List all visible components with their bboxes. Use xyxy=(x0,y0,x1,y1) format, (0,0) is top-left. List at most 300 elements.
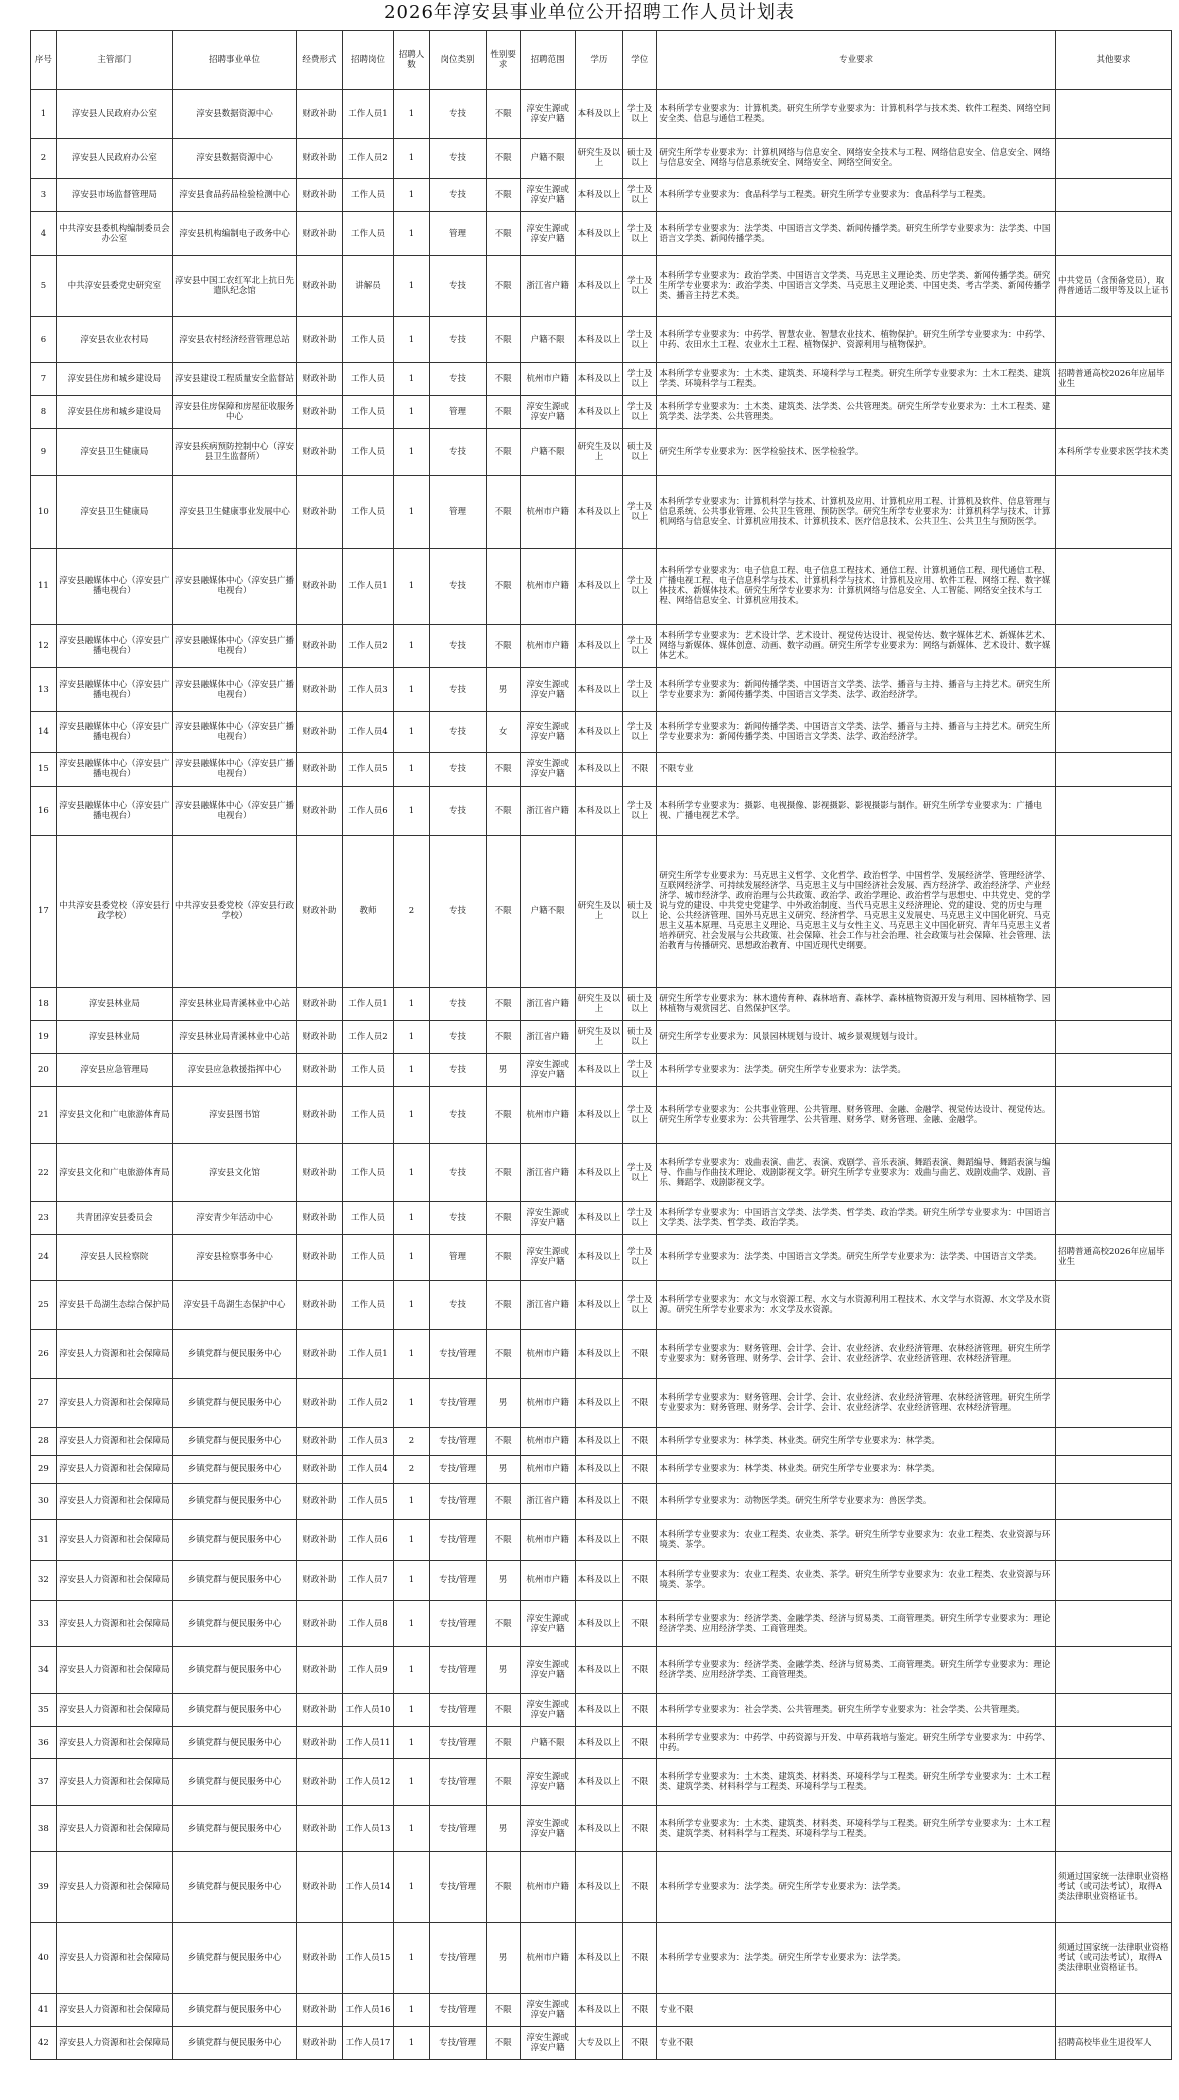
table-cell-性别要求: 男 xyxy=(486,1560,520,1600)
table-cell-岗位类别: 管理 xyxy=(429,475,486,548)
table-cell-学历: 研究生及以上 xyxy=(575,1021,623,1054)
table-cell-其他要求 xyxy=(1055,1993,1171,2026)
table-cell-主管部门: 淳安县人力资源和社会保障局 xyxy=(56,1520,172,1560)
table-cell-序号: 19 xyxy=(31,1021,57,1054)
table-cell-主管部门: 淳安县人力资源和社会保障局 xyxy=(56,1923,172,1994)
table-cell-主管部门: 淳安县人力资源和社会保障局 xyxy=(56,1455,172,1483)
table-cell-专业要求: 本科所学专业要求为：中药学、中药资源与开发、中草药栽培与鉴定。研究生所学专业要求为：中药学、中药。 xyxy=(657,1726,1056,1759)
table-cell-其他要求 xyxy=(1055,1427,1171,1455)
table-cell-主管部门: 淳安县融媒体中心（淳安县广播电视台） xyxy=(56,668,172,712)
table-cell-招聘岗位: 工作人员3 xyxy=(342,1427,394,1455)
table-cell-性别要求: 不限 xyxy=(486,1281,520,1330)
table-cell-序号: 31 xyxy=(31,1520,57,1560)
table-cell-学位: 学士及以上 xyxy=(623,212,657,256)
table-cell-性别要求: 不限 xyxy=(486,1087,520,1144)
table-cell-招聘人数: 1 xyxy=(394,1560,429,1600)
table-frame xyxy=(30,30,1172,2060)
table-cell-招聘事业单位: 淳安县建设工程质量安全监督站 xyxy=(172,363,296,396)
table-cell-招聘事业单位: 淳安县林业局青溪林业中心站 xyxy=(172,988,296,1021)
table-cell-招聘岗位: 工作人员7 xyxy=(342,1560,394,1600)
table-cell-招聘范围: 浙江省户籍 xyxy=(520,1021,575,1054)
table-cell-主管部门: 淳安县人力资源和社会保障局 xyxy=(56,1993,172,2026)
table-cell-经费形式: 财政补助 xyxy=(297,363,343,396)
table-cell-学历: 本科及以上 xyxy=(575,752,623,786)
table-cell-招聘范围: 淳安生源或淳安户籍 xyxy=(520,179,575,212)
table-cell-招聘范围: 杭州市户籍 xyxy=(520,1923,575,1994)
table-cell-岗位类别: 专技 xyxy=(429,752,486,786)
table-cell-招聘人数: 1 xyxy=(394,1201,429,1234)
table-cell-专业要求: 本科所学专业要求为：农业工程类、农业类、茶学。研究生所学专业要求为：农业工程类、农业资源与环境类、茶学。 xyxy=(657,1560,1056,1600)
table-cell-性别要求: 不限 xyxy=(486,1427,520,1455)
table-cell-招聘事业单位: 乡镇党群与便民服务中心 xyxy=(172,1759,296,1805)
table-row xyxy=(31,429,1172,475)
col-header: 招聘岗位 xyxy=(342,31,394,90)
table-cell-专业要求: 研究生所学专业要求为：医学检验技术、医学检验学。 xyxy=(657,429,1056,475)
table-cell-经费形式: 财政补助 xyxy=(297,1693,343,1726)
table-row xyxy=(31,786,1172,835)
table-cell-招聘事业单位: 淳安县融媒体中心（淳安县广播电视台） xyxy=(172,712,296,752)
table-cell-招聘岗位: 工作人员1 xyxy=(342,90,394,139)
table-cell-招聘岗位: 工作人员6 xyxy=(342,786,394,835)
table-cell-经费形式: 财政补助 xyxy=(297,1647,343,1693)
table-cell-经费形式: 财政补助 xyxy=(297,1281,343,1330)
table-cell-招聘范围: 杭州市户籍 xyxy=(520,624,575,668)
table-cell-专业要求: 不限专业 xyxy=(657,752,1056,786)
table-row xyxy=(31,2026,1172,2059)
table-cell-招聘人数: 1 xyxy=(394,1693,429,1726)
table-cell-学历: 本科及以上 xyxy=(575,475,623,548)
col-header: 招聘范围 xyxy=(520,31,575,90)
table-row xyxy=(31,1693,1172,1726)
table-cell-学历: 大专及以上 xyxy=(575,2026,623,2059)
table-cell-序号: 17 xyxy=(31,835,57,988)
table-cell-性别要求: 不限 xyxy=(486,255,520,316)
table-cell-招聘岗位: 工作人员 xyxy=(342,429,394,475)
table-cell-序号: 33 xyxy=(31,1600,57,1646)
table-cell-招聘人数: 1 xyxy=(394,90,429,139)
table-cell-学位: 硕士及以上 xyxy=(623,1021,657,1054)
table-cell-岗位类别: 专技 xyxy=(429,1281,486,1330)
table-cell-招聘范围: 浙江省户籍 xyxy=(520,1483,575,1520)
table-cell-性别要求: 不限 xyxy=(486,1693,520,1726)
table-cell-学历: 本科及以上 xyxy=(575,396,623,429)
table-cell-招聘人数: 1 xyxy=(394,712,429,752)
table-cell-经费形式: 财政补助 xyxy=(297,1054,343,1087)
table-cell-其他要求 xyxy=(1055,1281,1171,1330)
table-cell-招聘范围: 杭州市户籍 xyxy=(520,1087,575,1144)
table-cell-主管部门: 淳安县农业农村局 xyxy=(56,316,172,362)
table-cell-岗位类别: 专技 xyxy=(429,624,486,668)
table-cell-学历: 本科及以上 xyxy=(575,363,623,396)
table-cell-序号: 2 xyxy=(31,138,57,178)
table-cell-经费形式: 财政补助 xyxy=(297,752,343,786)
table-cell-性别要求: 不限 xyxy=(486,90,520,139)
table-cell-招聘人数: 1 xyxy=(394,988,429,1021)
table-cell-招聘人数: 1 xyxy=(394,429,429,475)
table-cell-学历: 本科及以上 xyxy=(575,316,623,362)
table-cell-招聘岗位: 工作人员4 xyxy=(342,1455,394,1483)
table-cell-性别要求: 不限 xyxy=(486,1520,520,1560)
table-cell-序号: 18 xyxy=(31,988,57,1021)
table-cell-学位: 学士及以上 xyxy=(623,1087,657,1144)
table-cell-岗位类别: 专技 xyxy=(429,668,486,712)
table-cell-招聘范围: 户籍不限 xyxy=(520,835,575,988)
table-cell-学位: 学士及以上 xyxy=(623,396,657,429)
table-cell-序号: 37 xyxy=(31,1759,57,1805)
table-cell-经费形式: 财政补助 xyxy=(297,316,343,362)
table-cell-主管部门: 淳安县人力资源和社会保障局 xyxy=(56,1329,172,1378)
table-cell-序号: 24 xyxy=(31,1234,57,1280)
table-cell-招聘岗位: 工作人员9 xyxy=(342,1647,394,1693)
table-cell-学位: 学士及以上 xyxy=(623,1201,657,1234)
table-cell-其他要求: 招聘普通高校2026年应届毕业生 xyxy=(1055,363,1171,396)
table-cell-性别要求: 不限 xyxy=(486,1483,520,1520)
table-cell-主管部门: 淳安县人力资源和社会保障局 xyxy=(56,1483,172,1520)
table-cell-岗位类别: 专技/管理 xyxy=(429,1759,486,1805)
table-cell-岗位类别: 专技/管理 xyxy=(429,1483,486,1520)
table-cell-性别要求: 不限 xyxy=(486,396,520,429)
table-cell-序号: 26 xyxy=(31,1329,57,1378)
table-cell-其他要求 xyxy=(1055,1087,1171,1144)
table-cell-主管部门: 淳安县林业局 xyxy=(56,1021,172,1054)
table-cell-招聘人数: 1 xyxy=(394,2026,429,2059)
table-cell-经费形式: 财政补助 xyxy=(297,1923,343,1994)
table-cell-专业要求: 本科所学专业要求为：计算机科学与技术、计算机及应用、计算机应用工程、计算机及软件、信息管理与信息系统、公共事业管理、公共卫生管理、预防医学。研究生所学专业要求为：计算机科学与技术、计算机网络与信息安全、计算机应用技术、计算机技术、医疗信息技术、公共卫生、公共卫生与预防医学。 xyxy=(657,475,1056,548)
table-cell-经费形式: 财政补助 xyxy=(297,786,343,835)
table-cell-性别要求: 不限 xyxy=(486,1021,520,1054)
table-cell-学历: 研究生及以上 xyxy=(575,835,623,988)
table-cell-学位: 不限 xyxy=(623,1693,657,1726)
table-cell-招聘范围: 淳安生源或淳安户籍 xyxy=(520,1201,575,1234)
table-header-row xyxy=(31,31,1172,90)
table-cell-岗位类别: 专技/管理 xyxy=(429,1647,486,1693)
table-cell-招聘岗位: 工作人员16 xyxy=(342,1993,394,2026)
col-header: 学历 xyxy=(575,31,623,90)
table-cell-序号: 25 xyxy=(31,1281,57,1330)
table-cell-招聘人数: 1 xyxy=(394,1234,429,1280)
table-cell-性别要求: 男 xyxy=(486,1455,520,1483)
table-row xyxy=(31,1520,1172,1560)
table-row xyxy=(31,1201,1172,1234)
table-cell-招聘人数: 1 xyxy=(394,1281,429,1330)
table-cell-岗位类别: 专技 xyxy=(429,786,486,835)
table-cell-招聘岗位: 工作人员2 xyxy=(342,1021,394,1054)
table-cell-招聘岗位: 工作人员2 xyxy=(342,624,394,668)
table-cell-性别要求: 不限 xyxy=(486,786,520,835)
table-cell-学历: 本科及以上 xyxy=(575,1560,623,1600)
table-row xyxy=(31,179,1172,212)
table-cell-岗位类别: 管理 xyxy=(429,1234,486,1280)
table-cell-经费形式: 财政补助 xyxy=(297,1483,343,1520)
table-cell-招聘事业单位: 淳安县机构编制电子政务中心 xyxy=(172,212,296,256)
table-cell-招聘人数: 1 xyxy=(394,1759,429,1805)
table-cell-学历: 本科及以上 xyxy=(575,786,623,835)
table-cell-经费形式: 财政补助 xyxy=(297,1329,343,1378)
table-cell-岗位类别: 专技/管理 xyxy=(429,1378,486,1427)
table-cell-性别要求: 男 xyxy=(486,1054,520,1087)
table-cell-学位: 不限 xyxy=(623,1759,657,1805)
table-cell-岗位类别: 管理 xyxy=(429,212,486,256)
table-cell-招聘事业单位: 淳安县千岛湖生态保护中心 xyxy=(172,1281,296,1330)
table-cell-招聘岗位: 工作人员 xyxy=(342,316,394,362)
table-row xyxy=(31,475,1172,548)
table-cell-专业要求: 本科所学专业要求为：土木类、建筑类、法学类、公共管理类。研究生所学专业要求为：土木工程类、建筑学类、法学类、公共管理类。 xyxy=(657,396,1056,429)
table-row xyxy=(31,1087,1172,1144)
table-cell-招聘事业单位: 乡镇党群与便民服务中心 xyxy=(172,2026,296,2059)
table-cell-性别要求: 不限 xyxy=(486,1993,520,2026)
table-cell-性别要求: 不限 xyxy=(486,1759,520,1805)
table-cell-序号: 15 xyxy=(31,752,57,786)
table-cell-岗位类别: 专技/管理 xyxy=(429,1852,486,1923)
table-cell-其他要求 xyxy=(1055,1759,1171,1805)
table-cell-其他要求 xyxy=(1055,90,1171,139)
table-cell-其他要求 xyxy=(1055,1520,1171,1560)
table-cell-学位: 学士及以上 xyxy=(623,712,657,752)
table-cell-学历: 本科及以上 xyxy=(575,1054,623,1087)
table-cell-序号: 36 xyxy=(31,1726,57,1759)
table-cell-学位: 学士及以上 xyxy=(623,475,657,548)
table-cell-专业要求: 本科所学专业要求为：戏曲表演、曲艺、表演、戏剧学、音乐表演、舞蹈表演、舞蹈编导、舞蹈表演与编导、作曲与作曲技术理论、戏剧影视文学。研究生所学专业要求为：戏曲与曲艺、戏剧戏曲学、戏剧、音乐、舞蹈学、戏剧影视文学。 xyxy=(657,1144,1056,1201)
table-cell-招聘事业单位: 淳安县检察事务中心 xyxy=(172,1234,296,1280)
table-cell-学历: 本科及以上 xyxy=(575,1647,623,1693)
col-header: 招聘人数 xyxy=(394,31,429,90)
table-cell-经费形式: 财政补助 xyxy=(297,2026,343,2059)
table-cell-序号: 38 xyxy=(31,1805,57,1851)
table-cell-主管部门: 淳安县人民检察院 xyxy=(56,1234,172,1280)
table-cell-招聘人数: 1 xyxy=(394,475,429,548)
table-row xyxy=(31,1427,1172,1455)
table-cell-招聘人数: 1 xyxy=(394,668,429,712)
table-cell-经费形式: 财政补助 xyxy=(297,1144,343,1201)
table-cell-其他要求 xyxy=(1055,1054,1171,1087)
table-cell-岗位类别: 专技 xyxy=(429,1144,486,1201)
table-cell-学位: 学士及以上 xyxy=(623,363,657,396)
table-row xyxy=(31,1560,1172,1600)
table-cell-招聘事业单位: 淳安县食品药品检验检测中心 xyxy=(172,179,296,212)
table-cell-学历: 本科及以上 xyxy=(575,90,623,139)
table-cell-主管部门: 淳安县应急管理局 xyxy=(56,1054,172,1087)
table-cell-岗位类别: 专技/管理 xyxy=(429,1993,486,2026)
table-cell-专业要求: 本科所学专业要求为：土木类、建筑类、材料类、环境科学与工程类。研究生所学专业要求为：土木工程类、建筑学类、材料科学与工程类、环境科学与工程类。 xyxy=(657,1805,1056,1851)
recruitment-plan-table xyxy=(30,30,1172,2060)
table-cell-学位: 不限 xyxy=(623,752,657,786)
table-row xyxy=(31,1483,1172,1520)
table-cell-招聘人数: 1 xyxy=(394,548,429,624)
table-cell-学位: 学士及以上 xyxy=(623,1054,657,1087)
table-cell-经费形式: 财政补助 xyxy=(297,1234,343,1280)
table-cell-招聘事业单位: 乡镇党群与便民服务中心 xyxy=(172,1455,296,1483)
table-cell-经费形式: 财政补助 xyxy=(297,1087,343,1144)
table-cell-招聘范围: 淳安生源或淳安户籍 xyxy=(520,668,575,712)
table-cell-招聘事业单位: 淳安县农村经济经营管理总站 xyxy=(172,316,296,362)
table-cell-序号: 23 xyxy=(31,1201,57,1234)
table-cell-招聘事业单位: 中共淳安县委党校（淳安县行政学校） xyxy=(172,835,296,988)
table-cell-专业要求: 本科所学专业要求为：财务管理、会计学、会计、农业经济、农业经济管理、农林经济管理。研究生所学专业要求为：财务管理、财务学、会计学、会计、农业经济学、农业经济管理、农林经济管理。 xyxy=(657,1378,1056,1427)
table-cell-其他要求 xyxy=(1055,1805,1171,1851)
table-cell-招聘人数: 1 xyxy=(394,138,429,178)
table-cell-招聘范围: 浙江省户籍 xyxy=(520,988,575,1021)
col-header: 学位 xyxy=(623,31,657,90)
table-cell-学位: 不限 xyxy=(623,1427,657,1455)
table-cell-学位: 硕士及以上 xyxy=(623,429,657,475)
table-row xyxy=(31,1378,1172,1427)
table-row xyxy=(31,1054,1172,1087)
table-cell-序号: 41 xyxy=(31,1993,57,2026)
table-cell-学历: 本科及以上 xyxy=(575,1234,623,1280)
table-cell-学位: 不限 xyxy=(623,1560,657,1600)
table-cell-专业要求: 本科所学专业要求为：法学类。研究生所学专业要求为：法学类。 xyxy=(657,1852,1056,1923)
table-row xyxy=(31,396,1172,429)
table-cell-主管部门: 中共淳安县委党校（淳安县行政学校） xyxy=(56,835,172,988)
table-cell-招聘人数: 1 xyxy=(394,396,429,429)
table-cell-学历: 本科及以上 xyxy=(575,1726,623,1759)
table-cell-专业要求: 本科所学专业要求为：农业工程类、农业类、茶学。研究生所学专业要求为：农业工程类、农业资源与环境类、茶学。 xyxy=(657,1520,1056,1560)
table-cell-学历: 本科及以上 xyxy=(575,1329,623,1378)
table-cell-其他要求 xyxy=(1055,179,1171,212)
table-cell-学历: 本科及以上 xyxy=(575,1201,623,1234)
table-row xyxy=(31,1234,1172,1280)
table-cell-性别要求: 不限 xyxy=(486,363,520,396)
table-cell-招聘人数: 1 xyxy=(394,255,429,316)
table-cell-经费形式: 财政补助 xyxy=(297,1805,343,1851)
table-cell-招聘事业单位: 乡镇党群与便民服务中心 xyxy=(172,1560,296,1600)
table-cell-经费形式: 财政补助 xyxy=(297,548,343,624)
table-cell-性别要求: 不限 xyxy=(486,316,520,362)
table-cell-其他要求 xyxy=(1055,1600,1171,1646)
table-row xyxy=(31,1805,1172,1851)
table-cell-主管部门: 淳安县文化和广电旅游体育局 xyxy=(56,1087,172,1144)
table-row xyxy=(31,138,1172,178)
table-cell-专业要求: 本科所学专业要求为：摄影、电视摄像、影视摄影、影视摄影与制作。研究生所学专业要求为：广播电视、广播电视艺术学。 xyxy=(657,786,1056,835)
table-cell-性别要求: 不限 xyxy=(486,1726,520,1759)
table-cell-招聘范围: 淳安生源或淳安户籍 xyxy=(520,1993,575,2026)
table-cell-其他要求 xyxy=(1055,668,1171,712)
table-cell-序号: 4 xyxy=(31,212,57,256)
table-cell-专业要求: 本科所学专业要求为：林学类、林业类。研究生所学专业要求为：林学类。 xyxy=(657,1427,1056,1455)
table-cell-其他要求 xyxy=(1055,212,1171,256)
table-cell-序号: 6 xyxy=(31,316,57,362)
table-cell-序号: 1 xyxy=(31,90,57,139)
table-cell-学历: 本科及以上 xyxy=(575,1144,623,1201)
table-cell-性别要求: 不限 xyxy=(486,1329,520,1378)
table-cell-序号: 3 xyxy=(31,179,57,212)
table-cell-招聘范围: 淳安生源或淳安户籍 xyxy=(520,2026,575,2059)
table-cell-招聘人数: 1 xyxy=(394,1378,429,1427)
table-cell-序号: 28 xyxy=(31,1427,57,1455)
table-cell-岗位类别: 专技/管理 xyxy=(429,2026,486,2059)
table-cell-其他要求 xyxy=(1055,752,1171,786)
table-cell-序号: 8 xyxy=(31,396,57,429)
table-cell-招聘岗位: 教师 xyxy=(342,835,394,988)
table-cell-招聘岗位: 工作人员15 xyxy=(342,1923,394,1994)
table-cell-岗位类别: 专技/管理 xyxy=(429,1726,486,1759)
table-cell-招聘事业单位: 淳安县中国工农红军北上抗日先遣队纪念馆 xyxy=(172,255,296,316)
table-cell-经费形式: 财政补助 xyxy=(297,212,343,256)
table-cell-其他要求: 须通过国家统一法律职业资格考试（或司法考试），取得A类法律职业资格证书。 xyxy=(1055,1852,1171,1923)
table-cell-经费形式: 财政补助 xyxy=(297,138,343,178)
table-cell-学历: 本科及以上 xyxy=(575,1483,623,1520)
table-cell-招聘岗位: 工作人员12 xyxy=(342,1759,394,1805)
table-cell-岗位类别: 管理 xyxy=(429,396,486,429)
table-cell-招聘人数: 2 xyxy=(394,835,429,988)
table-cell-招聘岗位: 工作人员 xyxy=(342,1281,394,1330)
table-cell-学历: 本科及以上 xyxy=(575,1455,623,1483)
col-header: 主管部门 xyxy=(56,31,172,90)
table-cell-专业要求: 专业不限 xyxy=(657,2026,1056,2059)
table-cell-招聘事业单位: 淳安县融媒体中心（淳安县广播电视台） xyxy=(172,752,296,786)
table-cell-专业要求: 本科所学专业要求为：土木类、建筑类、材料类、环境科学与工程类。研究生所学专业要求为：土木工程类、建筑学类、材料科学与工程类、环境科学与工程类。 xyxy=(657,1759,1056,1805)
table-cell-招聘岗位: 工作人员 xyxy=(342,396,394,429)
table-cell-主管部门: 淳安县融媒体中心（淳安县广播电视台） xyxy=(56,752,172,786)
table-cell-性别要求: 不限 xyxy=(486,1234,520,1280)
table-cell-招聘人数: 1 xyxy=(394,624,429,668)
table-cell-学历: 本科及以上 xyxy=(575,1923,623,1994)
table-cell-学位: 不限 xyxy=(623,1647,657,1693)
table-cell-其他要求: 招聘普通高校2026年应届毕业生 xyxy=(1055,1234,1171,1280)
table-cell-序号: 32 xyxy=(31,1560,57,1600)
table-cell-招聘岗位: 工作人员 xyxy=(342,212,394,256)
table-cell-招聘人数: 2 xyxy=(394,1427,429,1455)
table-cell-招聘事业单位: 淳安县融媒体中心（淳安县广播电视台） xyxy=(172,786,296,835)
table-cell-招聘范围: 杭州市户籍 xyxy=(520,1378,575,1427)
table-cell-主管部门: 淳安县人力资源和社会保障局 xyxy=(56,1759,172,1805)
table-cell-主管部门: 淳安县融媒体中心（淳安县广播电视台） xyxy=(56,548,172,624)
table-cell-学位: 学士及以上 xyxy=(623,1281,657,1330)
table-cell-岗位类别: 专技 xyxy=(429,1087,486,1144)
table-row xyxy=(31,988,1172,1021)
table-cell-其他要求 xyxy=(1055,1021,1171,1054)
table-cell-学位: 学士及以上 xyxy=(623,255,657,316)
table-cell-专业要求: 本科所学专业要求为：新闻传播学类、中国语言文学类、法学、播音与主持、播音与主持艺术。研究生所学专业要求为：新闻传播学类、中国语言文学类、法学、政治经济学。 xyxy=(657,712,1056,752)
table-cell-序号: 22 xyxy=(31,1144,57,1201)
col-header: 岗位类别 xyxy=(429,31,486,90)
table-cell-招聘范围: 淳安生源或淳安户籍 xyxy=(520,1054,575,1087)
table-cell-性别要求: 不限 xyxy=(486,179,520,212)
table-cell-性别要求: 不限 xyxy=(486,752,520,786)
table-cell-经费形式: 财政补助 xyxy=(297,1201,343,1234)
table-cell-招聘范围: 杭州市户籍 xyxy=(520,363,575,396)
table-cell-招聘人数: 1 xyxy=(394,1923,429,1994)
table-cell-经费形式: 财政补助 xyxy=(297,1726,343,1759)
table-cell-招聘范围: 淳安生源或淳安户籍 xyxy=(520,1600,575,1646)
table-cell-招聘范围: 杭州市户籍 xyxy=(520,1560,575,1600)
table-cell-主管部门: 中共淳安县委党史研究室 xyxy=(56,255,172,316)
table-cell-序号: 9 xyxy=(31,429,57,475)
table-cell-经费形式: 财政补助 xyxy=(297,1520,343,1560)
table-cell-序号: 34 xyxy=(31,1647,57,1693)
table-cell-招聘岗位: 工作人员 xyxy=(342,1201,394,1234)
table-cell-招聘事业单位: 乡镇党群与便民服务中心 xyxy=(172,1378,296,1427)
table-cell-学位: 不限 xyxy=(623,1923,657,1994)
table-cell-其他要求 xyxy=(1055,988,1171,1021)
table-cell-其他要求 xyxy=(1055,316,1171,362)
table-cell-其他要求 xyxy=(1055,396,1171,429)
table-cell-岗位类别: 专技 xyxy=(429,429,486,475)
table-cell-学位: 学士及以上 xyxy=(623,624,657,668)
table-cell-招聘范围: 浙江省户籍 xyxy=(520,1281,575,1330)
table-cell-招聘岗位: 工作人员10 xyxy=(342,1693,394,1726)
table-cell-招聘范围: 户籍不限 xyxy=(520,316,575,362)
table-cell-序号: 16 xyxy=(31,786,57,835)
table-row xyxy=(31,1852,1172,1923)
table-cell-学历: 本科及以上 xyxy=(575,255,623,316)
table-cell-经费形式: 财政补助 xyxy=(297,1021,343,1054)
table-cell-学位: 学士及以上 xyxy=(623,668,657,712)
table-row xyxy=(31,668,1172,712)
table-cell-经费形式: 财政补助 xyxy=(297,1852,343,1923)
table-row xyxy=(31,90,1172,139)
table-cell-专业要求: 本科所学专业要求为：法学类。研究生所学专业要求为：法学类。 xyxy=(657,1054,1056,1087)
